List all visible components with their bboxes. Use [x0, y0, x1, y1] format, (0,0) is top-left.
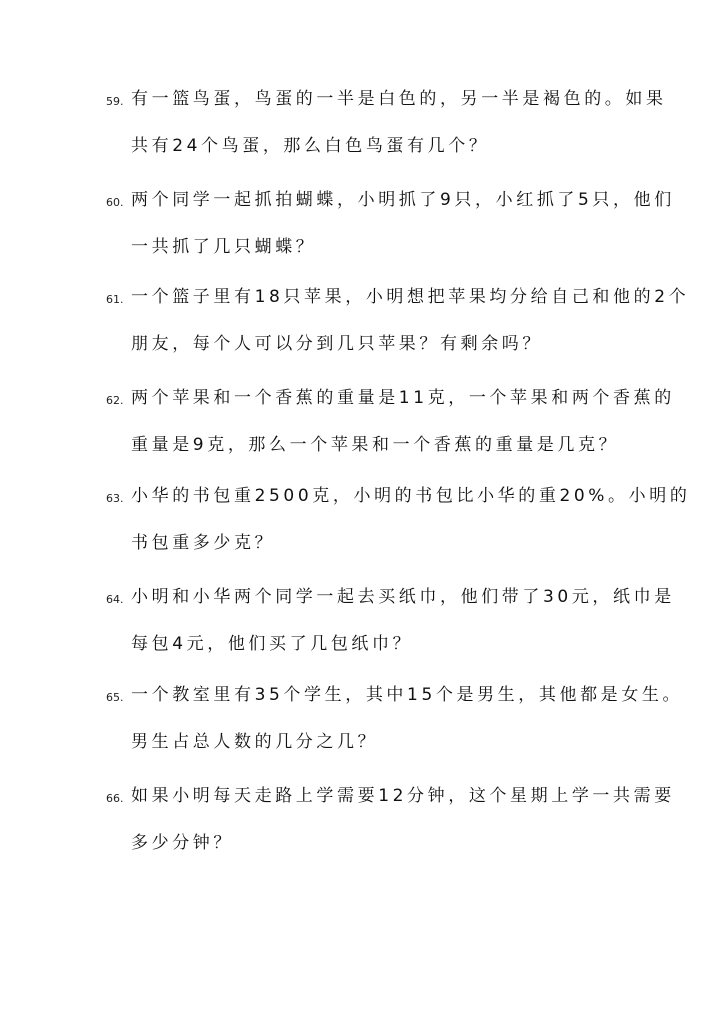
question-text-line-2: 重量是9克，那么一个苹果和一个香蕉的重量是几克？ — [131, 435, 620, 455]
question-number: 63. — [106, 492, 124, 505]
question-number: 61. — [106, 293, 124, 306]
question-text-line-1: 如果小明每天走路上学需要12分钟，这个星期上学一共需要 — [131, 786, 675, 806]
question-text-line-2: 书包重多少克？ — [131, 533, 276, 553]
question-text-line-1: 小华的书包重2500克，小明的书包比小华的重20%。小明的 — [131, 486, 691, 506]
question-text-line-1: 两个苹果和一个香蕉的重量是11克，一个苹果和两个香蕉的 — [131, 388, 675, 408]
question-number: 59. — [106, 95, 124, 108]
question-number: 60. — [106, 196, 124, 209]
question-number: 64. — [106, 593, 124, 606]
question-number: 65. — [106, 691, 124, 704]
question-text-line-2: 一共抓了几只蝴蝶？ — [131, 237, 317, 257]
question-text-line-1: 小明和小华两个同学一起去买纸巾，他们带了30元，纸巾是 — [131, 587, 675, 607]
question-text-line-1: 两个同学一起抓拍蝴蝶，小明抓了9只，小红抓了5只，他们 — [131, 190, 675, 210]
question-number: 62. — [106, 394, 124, 407]
question-text-line-1: 一个篮子里有18只苹果，小明想把苹果均分给自己和他的2个 — [131, 287, 690, 307]
question-number: 66. — [106, 792, 124, 805]
question-text-line-2: 多少分钟？ — [131, 833, 234, 853]
question-text-line-2: 男生占总人数的几分之几？ — [131, 732, 379, 752]
question-text-line-1: 有一篮鸟蛋，鸟蛋的一半是白色的，另一半是褐色的。如果 — [131, 89, 667, 109]
question-text-line-2: 朋友，每个人可以分到几只苹果？有剩余吗？ — [131, 334, 543, 354]
question-text-line-2: 共有24个鸟蛋，那么白色鸟蛋有几个？ — [131, 136, 490, 156]
question-text-line-2: 每包4元，他们买了几包纸巾？ — [131, 634, 414, 654]
question-text-line-1: 一个教室里有35个学生，其中15个是男生，其他都是女生。 — [131, 685, 684, 705]
